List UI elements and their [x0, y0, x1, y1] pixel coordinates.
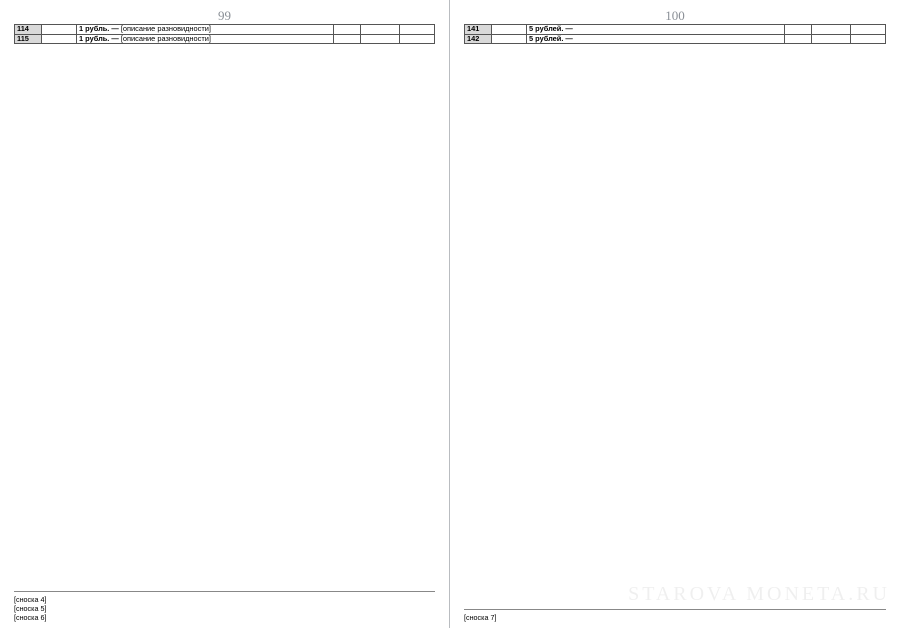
cell-description	[77, 34, 334, 44]
footnote: [сноска 7]	[464, 613, 497, 622]
cell-n: 141	[465, 25, 492, 35]
cell-mint	[812, 34, 851, 44]
page-number: 99	[218, 8, 231, 23]
cell-mint	[812, 25, 851, 35]
cell-cat	[334, 34, 361, 44]
coin-title: 5 рублей. —	[529, 24, 573, 33]
footnote: [сноска 5]	[14, 604, 47, 613]
cell-mint	[361, 34, 400, 44]
cell-cat	[334, 25, 361, 35]
coin-title: 1 рубль. —	[79, 33, 119, 43]
catalog-table	[464, 24, 886, 44]
catalog-row	[15, 34, 435, 44]
cell-description	[527, 34, 785, 44]
catalog-row	[465, 25, 886, 35]
catalog-table	[14, 24, 435, 44]
catalog-row	[15, 25, 435, 35]
variety-note: [описание разновидности]	[120, 33, 211, 43]
variety-note: [описание разновидности]	[120, 24, 211, 33]
catalog-row	[465, 34, 886, 44]
footnotes	[14, 591, 435, 622]
cell-n: 115	[15, 34, 42, 44]
cell-val	[400, 34, 435, 44]
cell-val	[851, 25, 886, 35]
cell-year	[42, 25, 77, 35]
coin-title: 1 рубль. —	[79, 24, 119, 33]
watermark: STAROVA MONETA.RU	[628, 583, 890, 605]
cell-year	[492, 25, 527, 35]
cell-year	[492, 34, 527, 44]
coin-title: 5 рублей. —	[529, 33, 573, 43]
page-number: 100	[665, 8, 685, 23]
footnotes	[464, 609, 886, 622]
cell-cat	[785, 34, 812, 44]
footnote: [сноска 6]	[14, 613, 47, 622]
cell-val	[851, 34, 886, 44]
cell-mint	[361, 25, 400, 35]
cell-cat	[785, 25, 812, 35]
cell-val	[400, 25, 435, 35]
cell-n: 142	[465, 34, 492, 44]
footnote: [сноска 4]	[14, 595, 47, 604]
cell-year	[42, 34, 77, 44]
page-right	[450, 0, 900, 628]
cell-n: 114	[15, 25, 42, 35]
